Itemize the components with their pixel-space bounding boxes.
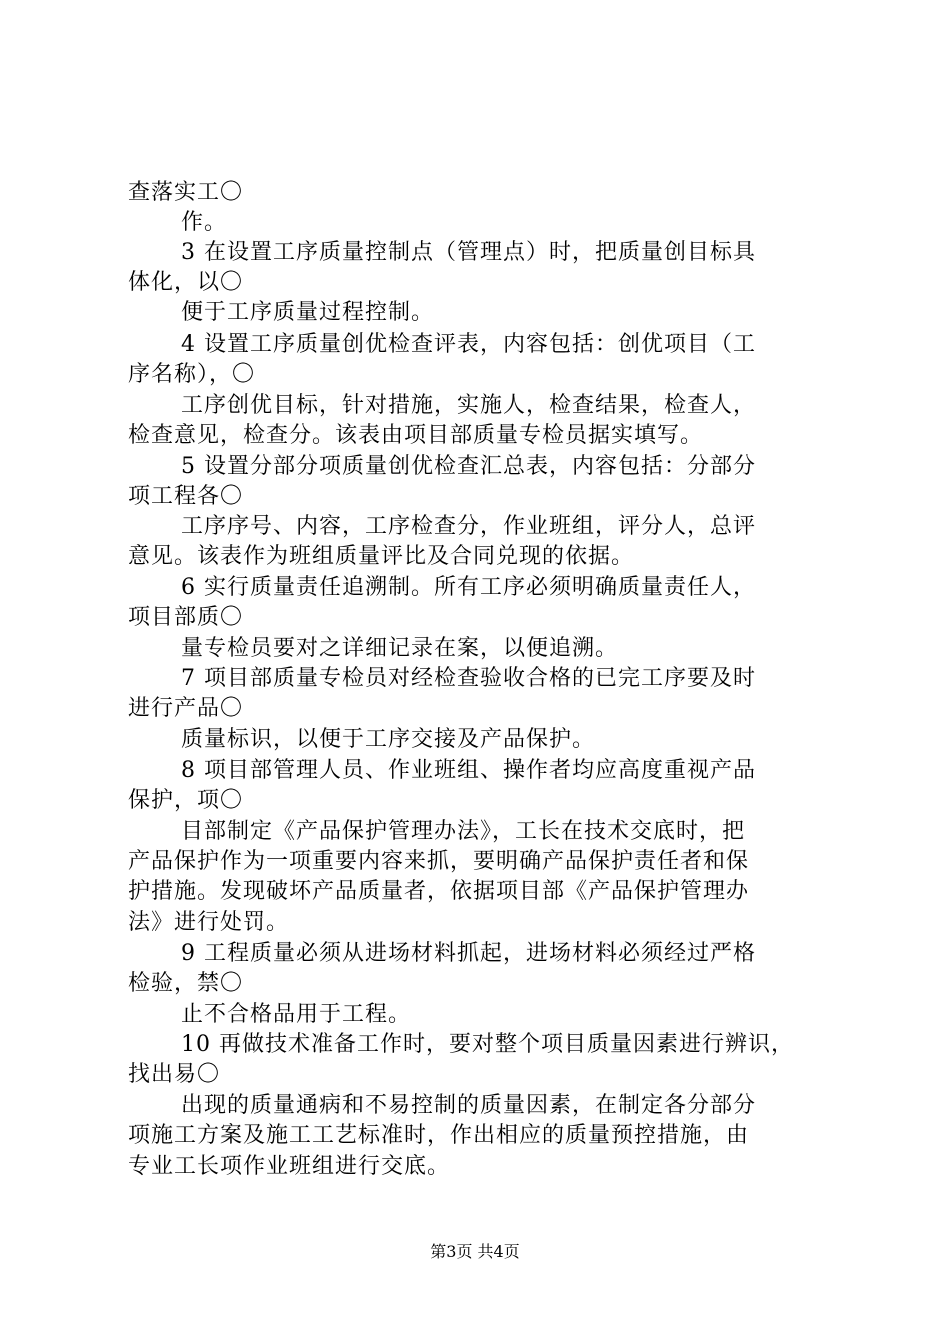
text-line: 止不合格品用于工程。 xyxy=(181,1002,412,1027)
text-line: 产品保护作为一项重要内容来抓，要明确产品保护责任者和保 xyxy=(128,849,750,874)
text-line: 检查意见，检查分。该表由项目部质量专检员据实填写。 xyxy=(128,423,704,448)
text-line: 保护，项〇 xyxy=(128,788,244,813)
text-line: 10 再做技术准备工作时，要对整个项目质量因素进行辨识， xyxy=(181,1032,794,1057)
text-line: 工序序号、内容，工序检查分，作业班组，评分人，总评 xyxy=(181,514,757,539)
text-line: 质量标识，以便于工序交接及产品保护。 xyxy=(181,727,596,752)
text-line: 法》进行处罚。 xyxy=(128,910,290,935)
text-line: 目部制定《产品保护管理办法》，工长在技术交底时，把 xyxy=(181,819,746,844)
text-line: 8 项目部管理人员、作业班组、操作者均应高度重视产品 xyxy=(181,758,756,783)
text-line: 5 设置分部分项质量创优检查汇总表，内容包括：分部分 xyxy=(181,454,756,479)
text-line: 6 实行质量责任追溯制。所有工序必须明确质量责任人， xyxy=(181,575,756,600)
text-line: 量专检员要对之详细记录在案，以便追溯。 xyxy=(181,636,619,661)
text-line: 项施工方案及施工工艺标准时，作出相应的质量预控措施，由 xyxy=(128,1123,750,1148)
text-line: 意见。该表作为班组质量评比及合同兑现的依据。 xyxy=(128,544,635,569)
text-line: 3 在设置工序质量控制点（管理点）时，把质量创目标具 xyxy=(181,240,756,265)
text-line: 护措施。发现破坏产品质量者，依据项目部《产品保护管理办 xyxy=(128,879,750,904)
text-line: 检验，禁〇 xyxy=(128,971,244,996)
text-line: 7 项目部质量专检员对经检查验收合格的已完工序要及时 xyxy=(181,666,756,691)
text-line: 4 设置工序质量创优检查评表，内容包括：创优项目（工 xyxy=(181,332,756,357)
text-line: 工序创优目标，针对措施，实施人，检查结果，检查人， xyxy=(181,393,757,418)
text-line: 找出易〇 xyxy=(128,1062,221,1087)
text-line: 出现的质量通病和不易控制的质量因素，在制定各分部分 xyxy=(181,1093,757,1118)
text-line: 便于工序质量过程控制。 xyxy=(181,300,435,325)
page-number-label: 第3页 共4页 xyxy=(430,1242,520,1261)
text-line: 作。 xyxy=(181,210,228,235)
text-line: 专业工长项作业班组进行交底。 xyxy=(128,1154,451,1179)
text-line: 9 工程质量必须从进场材料抓起，进场材料必须经过严格 xyxy=(181,941,756,966)
text-line: 体化，以〇 xyxy=(128,270,244,295)
text-line: 进行产品〇 xyxy=(128,696,244,721)
text-line: 项工程各〇 xyxy=(128,484,244,509)
page-footer xyxy=(0,1242,950,1262)
text-line: 序名称），〇 xyxy=(128,362,256,387)
text-line: 查落实工〇 xyxy=(128,180,244,205)
text-line: 项目部质〇 xyxy=(128,605,244,630)
